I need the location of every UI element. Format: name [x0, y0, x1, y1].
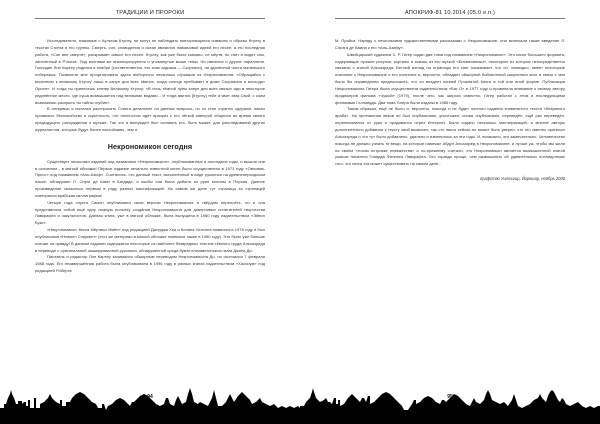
right-running-head: АПОКРИФ-81 10.2014 (05.0 е.п.) [404, 10, 496, 16]
skyline-silhouette-icon [300, 384, 600, 424]
left-page-body [35, 38, 265, 275]
paragraph: М. Прайса. Наряду с несколькими художественными рассказами о Некрономиконе, они включали также введение Л. Спрэга де Кампа к его «Аль-Азифу». [335, 38, 565, 50]
right-page [300, 0, 600, 424]
paragraph: Писатель и редактор Лин Картер занимался обширным переводом Некрономикона Ди, но скончался 7 февраля 1988 года. Его незавершённая работа была опубликована в 1996 году в разных книгах издательством «Хаосиум» под редакцией Роберта [35, 254, 265, 274]
header-rule [335, 18, 565, 19]
skyline-silhouette-icon [0, 384, 300, 424]
page-number: 95 [447, 394, 453, 400]
author-signature: графство Уилтшир, Йоркшир, ноябрь 2000 [480, 176, 565, 182]
paragraph: В интервью я пытался расспросить Стинга детальнее на данные вопросы, но он стал странно сдержан, начал проявлять беспокойство и скрытность, что полностью идёт вразрез с его лёгкой манерой общения во время своего предыдущего рассуждения о музыке. Так что я вынужден был оставить его, быть может, для расследований других журналистов, которые будут более настойчивы, чем я. [35, 106, 265, 132]
right-page-body [335, 38, 565, 183]
section-heading: Некрономикон сегодня [107, 141, 193, 151]
paragraph: «Некрономикон: Книга Мёртвых Имён» под редакцией Джорджа Хея и Колина Уилсона появился в 1978 году и был опубликован «Невилл Спирмен» (этот же материал в мягкой обложке появился также в 1980 году). Это было уже больше похоже на правду! В данном издании содержатся некоторые из наиболее безвредных текстов тёмного труда Альхазреда в переводе с оригинальной зашифрованной рукописи, обнаруженной среди бумаг елизаветинского мага Джона Ди. [35, 227, 265, 253]
city-skyline-illustration [0, 384, 300, 424]
paragraph: Исследователи, знакомые с Культом Ктулху, не могут не наблюдать повторяющиеся символы и образы Ктулху в текстах Стинга и его группы. Смерть, сон, сновидения и океан являются навязчивой идеей его песен, а его последняя работа, «Сон вне смерти», раскрывает смысл его песен. Ктулху, как уже было сказано, не мёртв, но спит и видит сны, заточённый в Р'льехе. Под волнами же инкапсулируются и упомянутые выше темы. Но имеются и другие параллели. Господин Лин Картер родился в ноябре (соответственно, его знак зодиака — Скорпион), на удалённой части маленького побережья. Позвольте мне процитировать здесь выборочно несколько отрывков из Некрономикона: «Обращайся с молитвою к великому Ктулху лишь в канун дня всех святых, когда солнце пребывает в доме Скорпиона и восходит Орион». И тогда ты принесешь клятву Великому Ктулху: «В ночь тёмной луны канун дня всех святых иди в некоторое уединённое место, где суша возвышается над великими водами... И тогда явится [Ктулху] тебе и явит знак Свой, с коим возможешь раскрыть ты тайны глубин». [35, 38, 265, 105]
paragraph: Швейцарский художник Х. Р. Гигер издал два тома под названием «Некрономикон». Это книги большего формата, содержащие лучшие рисунки, картины и эскизы из его жуткой «Биомеханики», некоторые из которых непосредственно связаны с книгой Альхазреда. Беглый взгляд на страницы его книг показывает, что он, очевидно, имеет некоторые познания о Некрономиконе и его пантеоне и, вероятно, обладает обширной библиотекой оккультных книг, в связи с чем было бы справедливо предположить, что он владеет копией Проклятой Книги в той или иной форме. Публикация Некрономикона Гигера была осуществлена издательством «Биг О» в 1977 году и привлекла внимание к своему автору продюсеров фильма «Чужой» (1979), после чего, как широко известно, Гигер работал с этим и последующими фильмами Голливуда. Два тома Гигера были изданы в 1986 году. [335, 51, 565, 105]
paragraph: Четыре года спустя Симон опубликовал свою версию Некрономикона в твёрдом переплёте, но и она представляла собой ещё одну ложную попытку создания Некрономикона для доверчивых почитателей творчества Лавкрафта и оккультистов. Данная книга, уже в мягкой обложке, была выпущена в 1980 году издательством «Эйвон Букс». [35, 199, 265, 226]
page-number: 94 [147, 394, 153, 400]
city-skyline-illustration [300, 384, 600, 424]
header-rule [35, 18, 265, 19]
paragraph: Существует несколько изданий под названием «Некрономикон», опубликованных в последние годы, и вышли они в основном... в мягкой обложке! Первое издание печально известной книги было осуществлено в 1973 году «Овловик-Пресс» под названием «Аль-Азиф». Считалось, что данный текст, выполненный в виде рукописи на древнеперсидском языке, обнаружил Л. Спрэг де Камп в Багдаде, и якобы она была добыта из руин могилы в Персии. Данное произведение оказалось первым в ряду разных мистификаций. На самом же деле тут страница за страницей повторялся арабская каллиграфия! [35, 158, 265, 198]
left-running-head: ТРАДИЦИИ И ПРОРОКИ [115, 10, 185, 16]
paragraph: Таким образом, ещё не было и, вероятно, никогда и не будет полного издания знаменитого текста «безумного араба». На протяжении веков он был опубликован, уничтожен, снова опубликован, переведён, ещё раз переведён, переписывался от руки и продавался через Интернет. Было издано несколько мистификаций, и многие авторы дополнительно добавили к тексту свой вымысел, так что никто сейчас не может быть уверен, что это именно оригинал Альхазреда и что тут было добавлено, удалено и изменилось за эти годы. И, возможно, это замечательно. Человечество никогда не должно узнать те вещи, на которые намекал Абдул Альхазред в Некрономиконе, и лучше уж, чтобы мы жили на своём «тихом островке невежества» и по-прежнему считали, что Некрономикон является вымышленной книгой ужасов писателя Говарда Филипса Лавкрафта. Это гораздо проще, чем размышлять об удивительных последствиях того, что книга эта может существовать на самом деле... [335, 106, 565, 167]
